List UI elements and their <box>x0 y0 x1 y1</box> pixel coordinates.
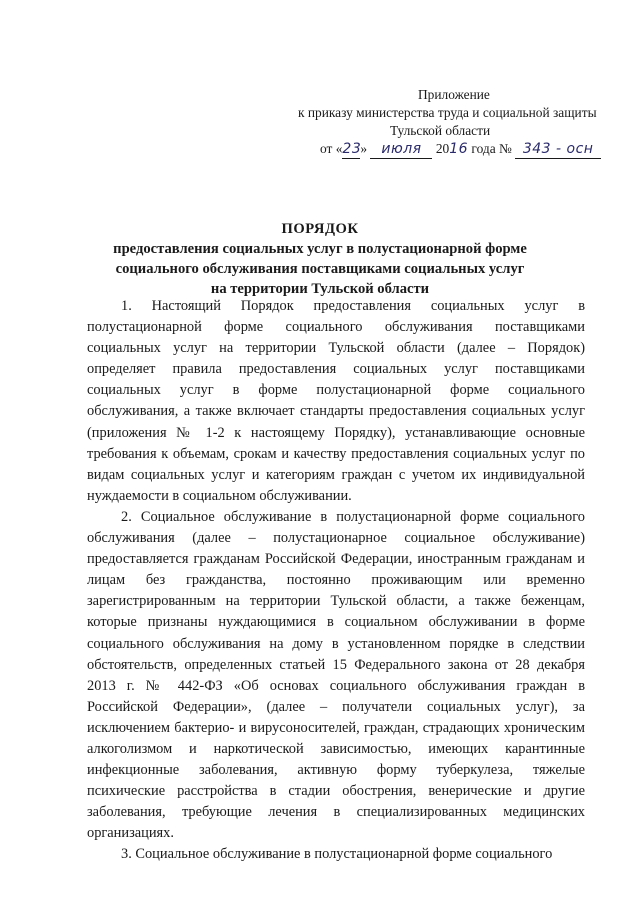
annex-region: Тульской области <box>390 123 491 138</box>
handwritten-year: 16 <box>449 141 469 157</box>
annex-header <box>260 86 597 159</box>
document-body <box>87 296 585 866</box>
year-word: года № <box>471 141 512 156</box>
year-prefix: 20 <box>435 141 450 156</box>
title-main: ПОРЯДОК <box>281 221 359 237</box>
date-prefix: от « <box>320 141 343 156</box>
paragraph-1: 1. Настоящий Порядок предоставления социальных услуг в полустационарной форме социального обслуживания поставщиками социальных услуг на территории Тульской области (далее – Порядок) определяет правила предоставления социальных услуг поставщиками социальных услуг в форме полустационарной форме социального обслуживания, а также включает стандарты предоставления социальных услуг (приложения № 1-2 к настоящему Порядку), устанавливающие основные требования к объемам, срокам и качеству предоставления социальных услуг по видам социальных услуг и категориям граждан с учетом их индивидуальной нуждаемости в социальном обслуживании. <box>87 298 585 504</box>
title-subline: социального обслуживания поставщиками социальных услуг <box>115 261 525 277</box>
paragraph-3: 3. Социальное обслуживание в полустационарной форме социального <box>121 846 553 863</box>
title-subline: предоставления социальных услуг в полустационарной форме <box>113 241 527 257</box>
document-title <box>60 219 580 299</box>
annex-title: Приложение <box>418 87 490 102</box>
paragraph-2: 2. Социальное обслуживание в полустационарной форме социального обслуживания (далее – полустационарное социальное обслуживание) предоставляется гражданам Российской Федерации, иностранным гражданам и лицам без гражданства, постоянно проживающим или временно зарегистрированным на территории Тульской области, а также беженцам, которые признаны нуждающимися в социальном обслуживании в форме социального обслуживания на дому в установленном порядке в следствии обстоятельств, определенных статьей 15 Федерального закона от 28 декабря 2013 г. № 442-ФЗ «Об основах социального обслуживания граждан в Российской Федерации», (далее – получатели социальных услуг), за исключением бактерио- и вирусоносителей, граждан, страдающих хроническим алкоголизмом и наркотической зависимостью, имеющих карантинные инфекционные заболевания, активную форму туберкулеза, тяжелые психические расстройства в стадии обострения, венерические и другие заболевания, требующие лечения в специализированных медицинских организациях. <box>87 508 585 842</box>
handwritten-day: 23 <box>342 141 362 157</box>
annex-date-number <box>260 140 594 159</box>
date-quote-close: » <box>360 141 368 156</box>
handwritten-order-number: 343 - осн <box>515 140 601 159</box>
annex-order-ref: к приказу министерства труда и социальной защиты <box>298 105 597 120</box>
title-subline: на территории Тульской области <box>210 281 430 297</box>
handwritten-month: июля <box>370 140 432 159</box>
